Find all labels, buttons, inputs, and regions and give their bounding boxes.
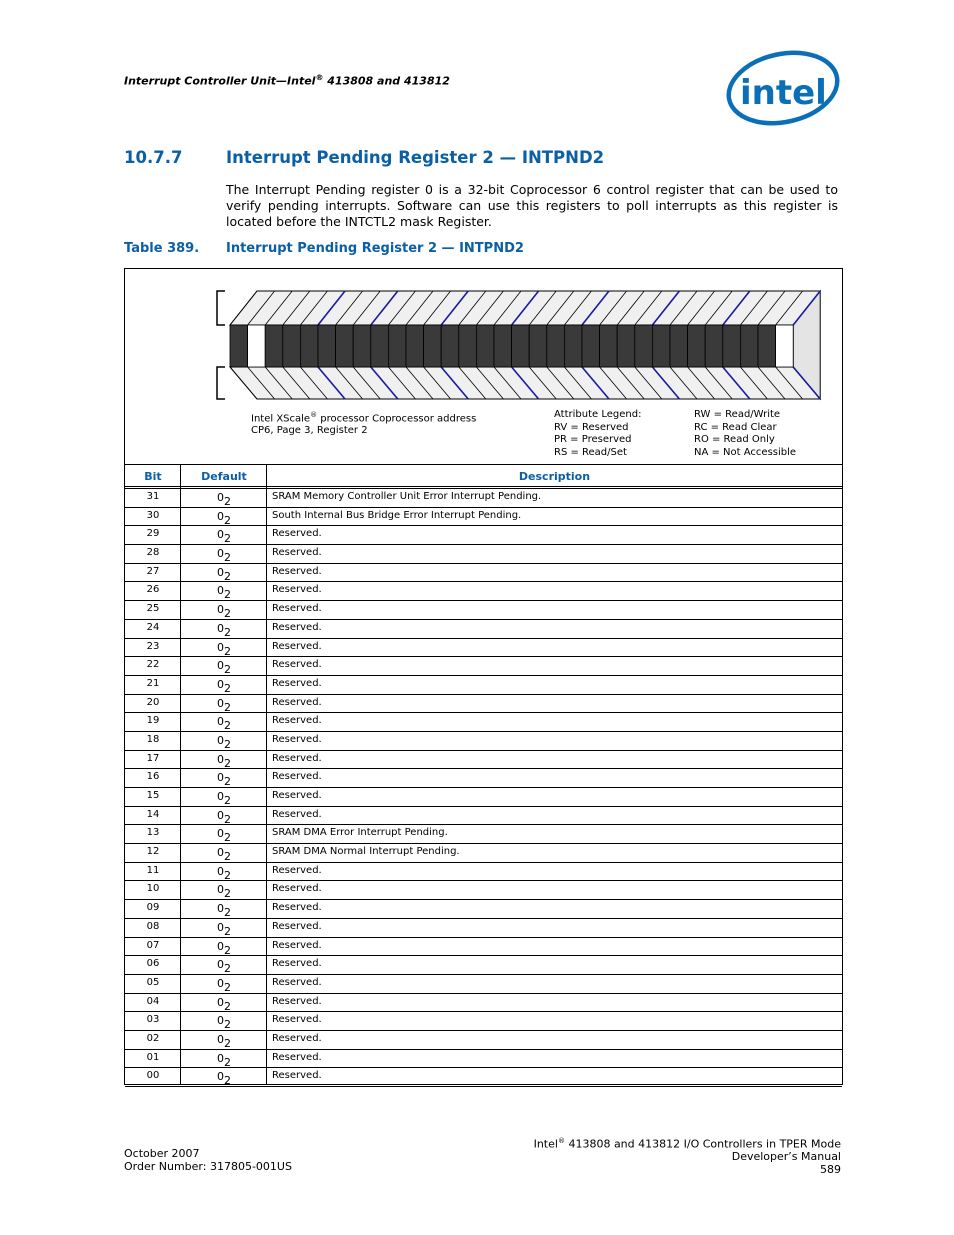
table-body bbox=[125, 489, 842, 1087]
bit-cell bbox=[406, 325, 424, 367]
table-row bbox=[125, 881, 842, 900]
description-cell: SRAM DMA Error Interrupt Pending. bbox=[272, 827, 448, 839]
bit-cell bbox=[230, 325, 248, 367]
bit-cell: 00 bbox=[146, 1070, 160, 1082]
bit-cell bbox=[529, 325, 547, 367]
table-row bbox=[125, 751, 842, 770]
default-cell: $0_2$ bbox=[217, 976, 231, 994]
table-row bbox=[125, 1050, 842, 1069]
bit-cell bbox=[600, 325, 618, 367]
bit-cell bbox=[300, 325, 318, 367]
bit-cell: 05 bbox=[146, 976, 160, 988]
default-cell: $0_2$ bbox=[217, 1032, 231, 1050]
table-row bbox=[125, 695, 842, 714]
bit-cell: 26 bbox=[146, 584, 160, 596]
bit-cell bbox=[371, 325, 389, 367]
bit-cell: 10 bbox=[146, 883, 160, 895]
description-cell: Reserved. bbox=[272, 565, 322, 577]
default-cell: $0_2$ bbox=[217, 640, 231, 658]
table-row bbox=[125, 956, 842, 975]
bit-cell: 15 bbox=[146, 790, 160, 801]
default-cell: $0_2$ bbox=[217, 902, 231, 920]
table-rule bbox=[125, 486, 842, 487]
bit-cell bbox=[318, 325, 336, 367]
bit-cell bbox=[564, 325, 582, 367]
table-row bbox=[125, 994, 842, 1013]
bit-cell bbox=[670, 325, 688, 367]
footer-left bbox=[124, 1148, 292, 1173]
intel-logo bbox=[724, 50, 842, 130]
table-row bbox=[125, 489, 842, 508]
bit-cell: 19 bbox=[146, 715, 160, 727]
description-cell: Reserved. bbox=[272, 1051, 322, 1063]
description-cell: SRAM Memory Controller Unit Error Interrupt Pending. bbox=[272, 491, 542, 502]
description-cell: Reserved. bbox=[272, 1032, 322, 1044]
table-row bbox=[125, 1068, 842, 1087]
description-cell: Reserved. bbox=[272, 864, 322, 876]
description-cell: Reserved. bbox=[272, 771, 322, 783]
bit-cell: 28 bbox=[146, 547, 160, 559]
bit-cell: 18 bbox=[146, 733, 160, 745]
default-cell: $0_2$ bbox=[217, 846, 231, 864]
footer-manual: Developer’s Manual bbox=[731, 1150, 841, 1164]
legend-item: NA = Not Accessible bbox=[694, 446, 797, 458]
legend-item: RV = Reserved bbox=[554, 421, 629, 433]
default-cell: $0_2$ bbox=[217, 1070, 231, 1088]
description-cell: Reserved. bbox=[272, 790, 322, 801]
default-cell: $0_2$ bbox=[217, 752, 231, 770]
bit-cell bbox=[705, 325, 723, 367]
bit-cell: 09 bbox=[146, 902, 160, 914]
bit-cell bbox=[265, 325, 283, 367]
default-cell: $0_2$ bbox=[217, 715, 231, 733]
running-header: Interrupt Controller Unit—Intel® 413808 and 413812 bbox=[124, 73, 450, 88]
bit-cell: 13 bbox=[146, 827, 160, 839]
section-paragraph: The Interrupt Pending register 0 is a 32-bit Coprocessor 6 control register that can be used to verify pending interrupts. Software can use this registers to poll interrupts as this register is located before the INTCTL2 mask Register. bbox=[226, 182, 838, 229]
section-title: Interrupt Pending Register 2 — INTPND2 bbox=[226, 148, 605, 167]
table-row bbox=[125, 657, 842, 676]
description-cell: Reserved. bbox=[272, 528, 322, 540]
bit-cell: 21 bbox=[146, 677, 160, 689]
bit-cell bbox=[758, 325, 776, 367]
bit-cell: 04 bbox=[146, 995, 160, 1007]
bit-cell: 02 bbox=[146, 1032, 160, 1044]
column-header-default: Default bbox=[201, 470, 247, 483]
diagram-bracket bbox=[217, 291, 225, 325]
default-cell: $0_2$ bbox=[217, 509, 231, 527]
default-cell: $0_2$ bbox=[217, 603, 231, 621]
footer-right bbox=[534, 1135, 841, 1176]
legend-right bbox=[694, 409, 796, 459]
description-cell: Reserved. bbox=[272, 920, 322, 932]
bit-cell bbox=[459, 325, 477, 367]
table-row bbox=[125, 545, 842, 564]
table-row bbox=[125, 788, 842, 807]
legend-item: RC = Read Clear bbox=[694, 421, 777, 433]
default-cell: $0_2$ bbox=[217, 696, 231, 714]
bit-cell bbox=[476, 325, 494, 367]
description-cell: Reserved. bbox=[272, 621, 322, 633]
bit-cell bbox=[617, 325, 635, 367]
table-row bbox=[125, 601, 842, 620]
bit-cell bbox=[441, 325, 459, 367]
default-cell: $0_2$ bbox=[217, 659, 231, 677]
table-row bbox=[125, 564, 842, 583]
table-row bbox=[125, 582, 842, 601]
bit-cell bbox=[652, 325, 670, 367]
default-cell: $0_2$ bbox=[217, 771, 231, 789]
bit-cell bbox=[353, 325, 371, 367]
default-cell: $0_2$ bbox=[217, 528, 231, 546]
footer-order-number: Order Number: 317805-001US bbox=[124, 1159, 292, 1173]
default-cell: $0_2$ bbox=[217, 547, 231, 565]
bit-cell: 23 bbox=[146, 640, 160, 652]
footer-date: October 2007 bbox=[124, 1147, 200, 1160]
bit-cell bbox=[248, 325, 266, 367]
description-cell: Reserved. bbox=[272, 584, 322, 596]
bit-cell: 11 bbox=[146, 864, 160, 876]
bit-cell: 17 bbox=[146, 752, 160, 764]
bit-cell: 22 bbox=[146, 659, 160, 671]
table-row bbox=[125, 919, 842, 938]
bit-cell: 25 bbox=[146, 603, 160, 615]
table-row bbox=[125, 639, 842, 658]
default-cell: $0_2$ bbox=[217, 1051, 231, 1069]
diagram-bracket bbox=[217, 367, 225, 399]
bit-cell: 27 bbox=[146, 565, 160, 577]
footer-product: Intel® 413808 and 413812 I/O Controllers in TPER Mode bbox=[533, 1137, 841, 1151]
bit-cell: 08 bbox=[146, 920, 160, 932]
bit-cell: 03 bbox=[146, 1014, 160, 1026]
bit-cell: 31 bbox=[146, 491, 160, 502]
legend-item: RW = Read/Write bbox=[694, 409, 781, 420]
table-row bbox=[125, 807, 842, 826]
default-cell: $0_2$ bbox=[217, 491, 231, 508]
bit-cell bbox=[424, 325, 442, 367]
table-row bbox=[125, 526, 842, 545]
description-cell: Reserved. bbox=[272, 640, 322, 652]
default-cell: $0_2$ bbox=[217, 995, 231, 1013]
bit-cell bbox=[582, 325, 600, 367]
legend-title: Attribute Legend: bbox=[554, 409, 642, 420]
description-cell: South Internal Bus Bridge Error Interrupt Pending. bbox=[272, 509, 522, 521]
description-cell: Reserved. bbox=[272, 715, 322, 727]
column-header-bit: Bit bbox=[144, 470, 162, 483]
description-cell: SRAM DMA Normal Interrupt Pending. bbox=[272, 846, 460, 858]
description-cell: Reserved. bbox=[272, 603, 322, 615]
table-row bbox=[125, 825, 842, 844]
bit-cell bbox=[635, 325, 653, 367]
default-cell: $0_2$ bbox=[217, 1014, 231, 1032]
description-cell: Reserved. bbox=[272, 1014, 322, 1026]
section-number: 10.7.7 bbox=[124, 148, 183, 167]
default-cell: $0_2$ bbox=[217, 677, 231, 695]
table-row bbox=[125, 769, 842, 788]
default-cell: $0_2$ bbox=[217, 958, 231, 976]
table-row bbox=[125, 844, 842, 863]
description-cell: Reserved. bbox=[272, 547, 322, 559]
legend-item: RO = Read Only bbox=[694, 434, 775, 445]
legend-item: PR = Preserved bbox=[554, 434, 632, 445]
svg-text:intel: intel bbox=[740, 73, 827, 113]
table-row bbox=[125, 620, 842, 639]
column-header-description: Description bbox=[518, 470, 591, 483]
register-table bbox=[124, 268, 843, 1088]
description-cell: Reserved. bbox=[272, 752, 322, 764]
table-row bbox=[125, 713, 842, 732]
description-cell: Reserved. bbox=[272, 976, 322, 988]
table-row bbox=[125, 732, 842, 751]
table-row bbox=[125, 938, 842, 957]
bit-cell: 16 bbox=[146, 771, 160, 783]
description-cell: Reserved. bbox=[272, 659, 322, 671]
default-cell: $0_2$ bbox=[217, 939, 231, 957]
bit-cell: 24 bbox=[146, 621, 160, 633]
table-row bbox=[125, 1031, 842, 1050]
bit-cell bbox=[494, 325, 512, 367]
bit-cell: 30 bbox=[146, 509, 160, 521]
description-cell: Reserved. bbox=[272, 677, 322, 689]
address-line-1: Intel XScale® processor Coprocessor address bbox=[251, 411, 477, 425]
table-row bbox=[125, 900, 842, 919]
default-cell: $0_2$ bbox=[217, 733, 231, 751]
table-caption-number: Table 389. bbox=[124, 241, 200, 256]
default-cell: $0_2$ bbox=[217, 790, 231, 807]
description-cell: Reserved. bbox=[272, 902, 322, 914]
default-cell: $0_2$ bbox=[217, 621, 231, 639]
table-caption-title: Interrupt Pending Register 2 — INTPND2 bbox=[226, 241, 524, 256]
description-cell: Reserved. bbox=[272, 883, 322, 895]
legend-left bbox=[554, 409, 641, 459]
default-cell: $0_2$ bbox=[217, 883, 231, 901]
default-cell: $0_2$ bbox=[217, 808, 231, 826]
bit-cell bbox=[688, 325, 706, 367]
bit-cell: 01 bbox=[146, 1051, 160, 1063]
table-row bbox=[125, 676, 842, 695]
legend-item: RS = Read/Set bbox=[554, 446, 627, 458]
bit-cell bbox=[336, 325, 354, 367]
table-row bbox=[125, 508, 842, 527]
bit-cell: 14 bbox=[146, 808, 160, 820]
description-cell: Reserved. bbox=[272, 995, 322, 1007]
default-cell: $0_2$ bbox=[217, 827, 231, 845]
default-cell: $0_2$ bbox=[217, 584, 231, 602]
table-row bbox=[125, 1012, 842, 1031]
bit-cell: 12 bbox=[146, 846, 160, 858]
default-cell: $0_2$ bbox=[217, 864, 231, 882]
bit-cell: 29 bbox=[146, 528, 160, 540]
footer-page-number: 589 bbox=[820, 1162, 841, 1176]
default-cell: $0_2$ bbox=[217, 920, 231, 938]
description-cell: Reserved. bbox=[272, 808, 322, 820]
bit-cell: 20 bbox=[146, 696, 160, 708]
description-cell: Reserved. bbox=[272, 1070, 322, 1082]
description-cell: Reserved. bbox=[272, 958, 322, 970]
bit-cell bbox=[512, 325, 530, 367]
table-row bbox=[125, 863, 842, 882]
bit-cell bbox=[723, 325, 741, 367]
bit-cell: 06 bbox=[146, 958, 160, 970]
bit-cell bbox=[283, 325, 301, 367]
table-row bbox=[125, 975, 842, 994]
bit-cell bbox=[547, 325, 565, 367]
bit-cell bbox=[740, 325, 758, 367]
description-cell: Reserved. bbox=[272, 939, 322, 951]
default-cell: $0_2$ bbox=[217, 565, 231, 583]
bit-cell: 07 bbox=[146, 939, 160, 951]
bit-cell bbox=[388, 325, 406, 367]
address-line-2: CP6, Page 3, Register 2 bbox=[251, 425, 368, 436]
description-cell: Reserved. bbox=[272, 733, 322, 745]
bit-cell bbox=[776, 325, 794, 367]
description-cell: Reserved. bbox=[272, 696, 322, 708]
